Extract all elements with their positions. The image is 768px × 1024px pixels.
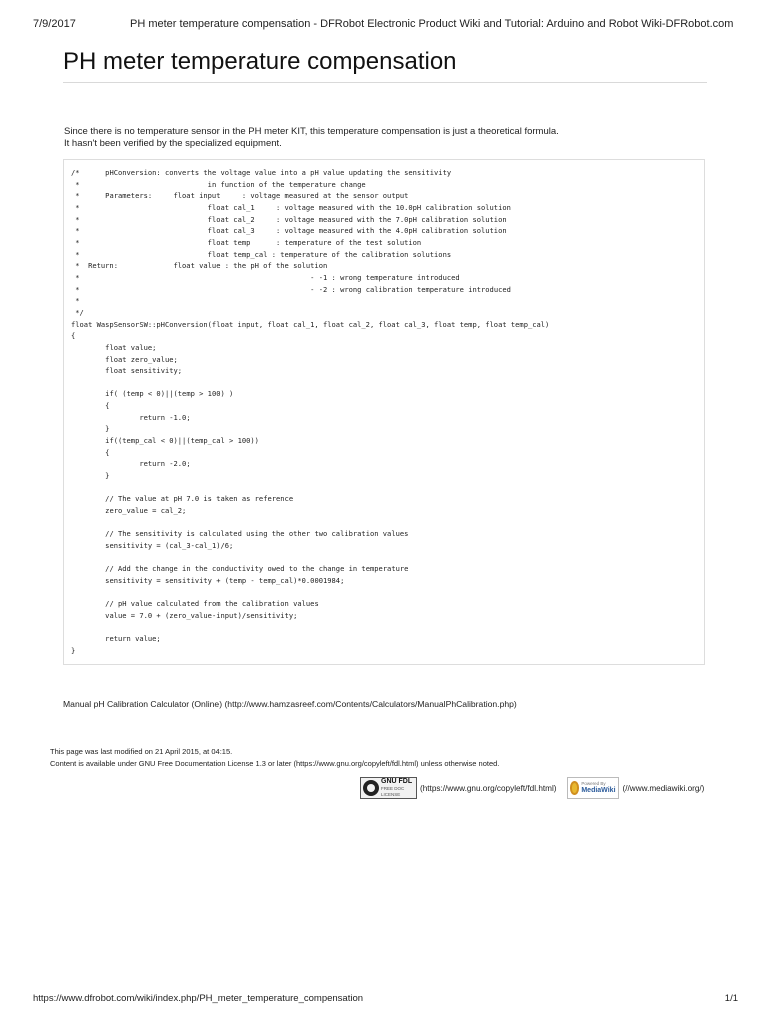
- footer-info: [50, 746, 499, 770]
- gfdl-url[interactable]: (https://www.gnu.org/copyleft/fdl.html): [420, 783, 557, 793]
- print-date: 7/9/2017: [33, 18, 76, 30]
- gfdl-badge-line3: LICENSE: [381, 792, 401, 797]
- code-block: [63, 159, 705, 665]
- page-count: 1/1: [724, 993, 738, 1004]
- print-document-title: PH meter temperature compensation - DFRobot Electronic Product Wiki and Tutorial: Arduino and Robot Wiki-DFRobot.com: [130, 18, 734, 30]
- gfdl-badge[interactable]: [360, 777, 417, 799]
- mediawiki-url[interactable]: (//www.mediawiki.org/): [622, 783, 705, 793]
- mediawiki-badge[interactable]: [567, 777, 619, 799]
- gnu-logo-icon: [363, 780, 379, 796]
- footer-badges: [360, 776, 704, 800]
- code-text: /* pHConversion: converts the voltage value into a pH value updating the sensitivity * in function of the temperature change * Parameters: float input : voltage measured at the sensor output * float cal_1 : voltage measured with the 10.0pH calibration solution * float cal_2 : voltage measured with the 7.0pH calibration solution * float cal_3 : voltage measured with the 4.0pH calibration solution * float temp : temperature of the test solution * float temp_cal : temperature of the calibration solutions * Return: float value : the pH of the solution * - -1 : wrong temperature introduced * - -2 : wrong calibration temperature introduced * */ float WaspSensorSW::pHConversion(float input, float cal_1, float cal_2, float cal_3, float temp, float temp_cal) { float value; float zero_value; float sensitivity; if( (temp < 0)||(temp > 100) ) { return -1.0; } if((temp_cal < 0)||(temp_cal > 100)) { return -2.0; } // The value at pH 7.0 is taken as reference zero_value = cal_2; // The sensitivity is calculated using the other two calibration values sensitivity = (cal_3-cal_1)/6; // Add the change in the conductivity owed to the change in temperature sensitivity = sensitivity + (temp - temp_cal)*0.0001984; // pH value calculated from the calibration values value = 7.0 + (zero_value-input)/sensitivity; return value; }: [71, 168, 550, 655]
- print-url: https://www.dfrobot.com/wiki/index.php/PH_meter_temperature_compensation: [33, 993, 364, 1004]
- license-text[interactable]: Content is available under GNU Free Documentation License 1.3 or later (https://www.gnu.org/copyleft/fdl.html) unless otherwise noted.: [50, 759, 500, 768]
- gfdl-badge-line2: FREE DOC: [381, 786, 405, 791]
- mediawiki-logo-icon: [570, 781, 580, 795]
- mw-badge-line2: MediaWiki: [581, 787, 616, 794]
- page-title: PH meter temperature compensation: [63, 48, 707, 83]
- intro-text: [64, 126, 704, 150]
- last-modified-text: This page was last modified on 21 April 2015, at 04:15.: [50, 747, 233, 756]
- mw-badge-line1: Powered By: [581, 781, 606, 786]
- intro-line: It hasn't been verified by the specialized equipment.: [64, 138, 282, 149]
- intro-line: Since there is no temperature sensor in the PH meter KIT, this temperature compensation is just a theoretical formula.: [64, 126, 559, 137]
- calculator-link[interactable]: Manual pH Calibration Calculator (Online) (http://www.hamzasreef.com/Contents/Calculators/ManualPhCalibration.php): [63, 699, 517, 709]
- gfdl-badge-line1: GNU FDL: [381, 778, 413, 785]
